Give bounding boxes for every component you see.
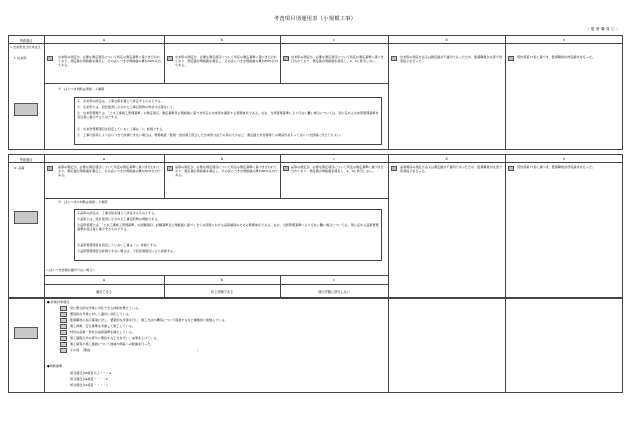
section1-col-a-text: 出来形の測定が、必要な測定項目について所定の測定基準に基づき行われており、測定値が規格値を満足し、そのばらつきが規格値の概ね50%以内である。 [58,55,161,68]
criteria-item: 該当項目が4項目・・・・b [70,377,108,381]
section1-item-label: 1.出来形及び出来ばえ [10,45,41,49]
alt-table-line [44,284,388,285]
section2-note: ⑤品質管理項目が評価できない場合は、下記評価項目により評価する。 [77,249,176,253]
section2-vline [44,154,45,298]
evaluation-item: 監督職員の指示事項に対し、要素的な改善を行い、施工方法や構造について提案するなど積極的に取組んでいる。 [70,318,228,322]
alt-table-line [44,275,388,276]
evaluation-item-checkbox[interactable] [60,306,67,311]
column-e-header: e [563,37,565,42]
alt-column-header: b [220,278,224,282]
alt-value: 満足である [96,290,112,294]
alt-value: 向上評価である [210,290,234,294]
section1-sub-label: I. 出来形 [14,56,27,60]
section2-col-b-checkbox [167,166,173,171]
section2-vline [164,154,165,198]
column-a-header: a [103,156,105,161]
column-d-header: d [445,37,448,42]
section1-col-e-text: 契約書第17条に基づき、監督職員が改造請求を行った。 [517,55,596,59]
section1-evaluation-box [14,103,38,116]
alt-column-header: c [333,278,335,282]
section1-col-e-checkbox [508,56,514,61]
section2-note-title: ※ ばらつきの判断は別紙－４参照 [58,200,108,204]
section2-col-d-text: 品質関係の測定方法又は測定値が不適切であったため、監督職員が文書で改善指示を行った。 [400,165,502,174]
section2-note: ②品質とは、設計図書に示された工事目的物の規格である。 [77,217,161,221]
section2-vline [388,154,389,298]
section2-header-line [8,162,623,163]
department-label: （ 監 督 職 員 ① ） [585,27,620,31]
section1-note: ② 出来形とは、設計図書に示された工事目的物の形状寸法等をいう。 [77,105,176,109]
section1-divider [44,83,388,84]
section2-item-label: II. 品質 [14,166,25,170]
evaluation-items-heading: ● 評価対象項目 [47,300,70,304]
column-c-header: c [333,37,335,42]
criteria-item: 該当項目が6項目以上・・・a [70,371,111,375]
evaluation-item: 材料の品質・形状が品質基準を満たしている。 [70,330,135,334]
evaluation-item-checkbox[interactable] [60,330,67,335]
section1-vline [164,35,165,83]
column-d-header: d [445,156,448,161]
section2-col-d-checkbox [391,166,397,171]
evaluation-item-checkbox[interactable] [60,342,67,347]
section1-col-b-text: 出来形の測定が、必要な測定項目について所定の測定基準に基づき行われており、測定値が規格値を満足し、そのばらつきが規格値の概ね80%以内である。 [175,55,278,68]
alt-caption: ＜ばらつき評価が適切でない場合＞ [46,268,96,272]
section3-vline [44,298,45,393]
section2-evaluation-box [14,211,38,224]
section1-note: ④ 出来形管理項目を設定していない工事は「c」評価とする。 [77,127,166,131]
section2-col-a-text: 品質の測定が、必要な測定項目について所定の測定基準に基づき行われており、測定値が規格値を満足し、そのばらつきが規格値の概ね50%以内である。 [58,165,161,178]
section2-note: ④品質管理項目を設定していない工事は「c」評価とする。 [77,243,160,247]
section2-item-header: 考査項目 [19,157,33,162]
column-e-header: e [563,156,565,161]
column-b-header: b [220,37,224,42]
evaluation-item: その他 ［理由： ］ [70,348,200,352]
criteria-item: 該当項目が2項目・・・・c [70,383,108,387]
evaluation-item-checkbox[interactable] [60,312,67,317]
section1-col-c-text: 出来形の測定が、必要な測定項目について所定の測定基準に基づき行われており、測定値が規格値を満足し、a、bに該当しない。 [291,55,384,64]
section1-col-b-checkbox [167,56,173,61]
evaluation-item: 常に整合的な作業に対応できる体制を整えている。 [70,306,142,310]
column-c-header: c [333,156,335,161]
alt-value: 他の評価に該当しない [318,290,350,294]
page-title: 考査項目別運用表（小規模工事） [273,16,357,22]
section2-col-e-checkbox [508,166,514,171]
section1-vline [280,35,281,83]
evaluation-item-checkbox[interactable] [60,324,67,329]
section2-col-b-text: 品質の測定が、必要な測定項目について所定の測定基準に基づき行われており、測定値が規格値を満足し、そのばらつきが規格値の概ね80%以内である。 [175,165,278,178]
evaluation-item: 製造的な作業に対して適切に対応している。 [70,312,132,316]
evaluation-item: 施工体制、安全基準を考慮して施工している。 [70,324,135,328]
section2-col-c-checkbox [283,166,289,171]
section2-note: ①品質の評定は、工事全般を通じて評定するものとする。 [77,211,158,215]
column-a-header: a [103,37,105,42]
section2-col-c-text: 品質の測定が、必要な測定項目について所定の測定基準に基づき行われており、測定値が規格値を満足し、a、bに該当しない。 [291,165,384,174]
section1-item-header: 考査項目 [19,38,33,43]
alt-column-header: a [103,278,105,282]
section1-col-d-checkbox [391,56,397,61]
section1-header-line [8,43,623,44]
section1-note: ③ 出来形管理とは、「土木工事施工管理基準」の測定項目、測定基準及び規格値に基づき所定の出来形を確保する管理体系である。なお、当該管理基準により行ない難い場合については、別に定める出来形管理基準を受注者に提示するものとする。 [77,111,379,120]
evaluation-item-checkbox[interactable] [60,336,67,341]
section1-col-d-text: 出来形の測定方法又は測定値が不適切であったため、監督職員が文書で改善指示を行った。 [400,55,502,64]
section1-note-title: ※ ばらつき判断は別紙－４参照 [58,87,105,91]
section2-note: ③品質管理とは、「土木工事施工管理基準」の試験項目、試験基準及び規格値に基づく全ての段階における品質確保のための管理体系である。なお、当該管理基準により行ない難い場合については、別に定める品質管理基準を受注者に提示するものとする。 [77,223,379,232]
section3-evaluation-box [14,327,38,339]
criteria-heading: ●判断基準 [47,364,63,368]
evaluation-item: 施工時等や施工範囲について地域や関係への配慮を行った。 [70,342,154,346]
section2-vline [280,154,281,198]
section1-vline [44,35,45,150]
evaluation-item-checkbox[interactable] [60,318,67,323]
column-b-header: b [220,156,224,161]
evaluation-item: 施工過程以外の部分に関係する工夫を行い、成果を上げている。 [70,336,160,340]
section2-col-a-checkbox [47,166,53,171]
section1-vline [505,35,506,150]
section1-note: ⑤ 工事内容等によりばらつきで評価できない場合は、現場検査・監督・設計値と照合した出来形寸法との差の大小など、測定値と許容値等との関係性をもってばらつき評価に代えてもよい。 [77,133,343,137]
section2-col-e-text: 契約書第17条に基づき、監督職員が改造請求を行った。 [517,165,596,169]
section1-col-c-checkbox [283,56,289,61]
section2-vline [505,154,506,298]
section2-divider [44,198,388,199]
section3-vline [388,298,389,393]
section1-col-a-checkbox [47,56,53,61]
section3-vline [505,298,506,393]
section1-vline [388,35,389,150]
section1-note: ① 出来形の評定は、工事全般を通じて評定するものとする。 [77,99,164,103]
evaluation-item-checkbox[interactable] [60,348,67,353]
